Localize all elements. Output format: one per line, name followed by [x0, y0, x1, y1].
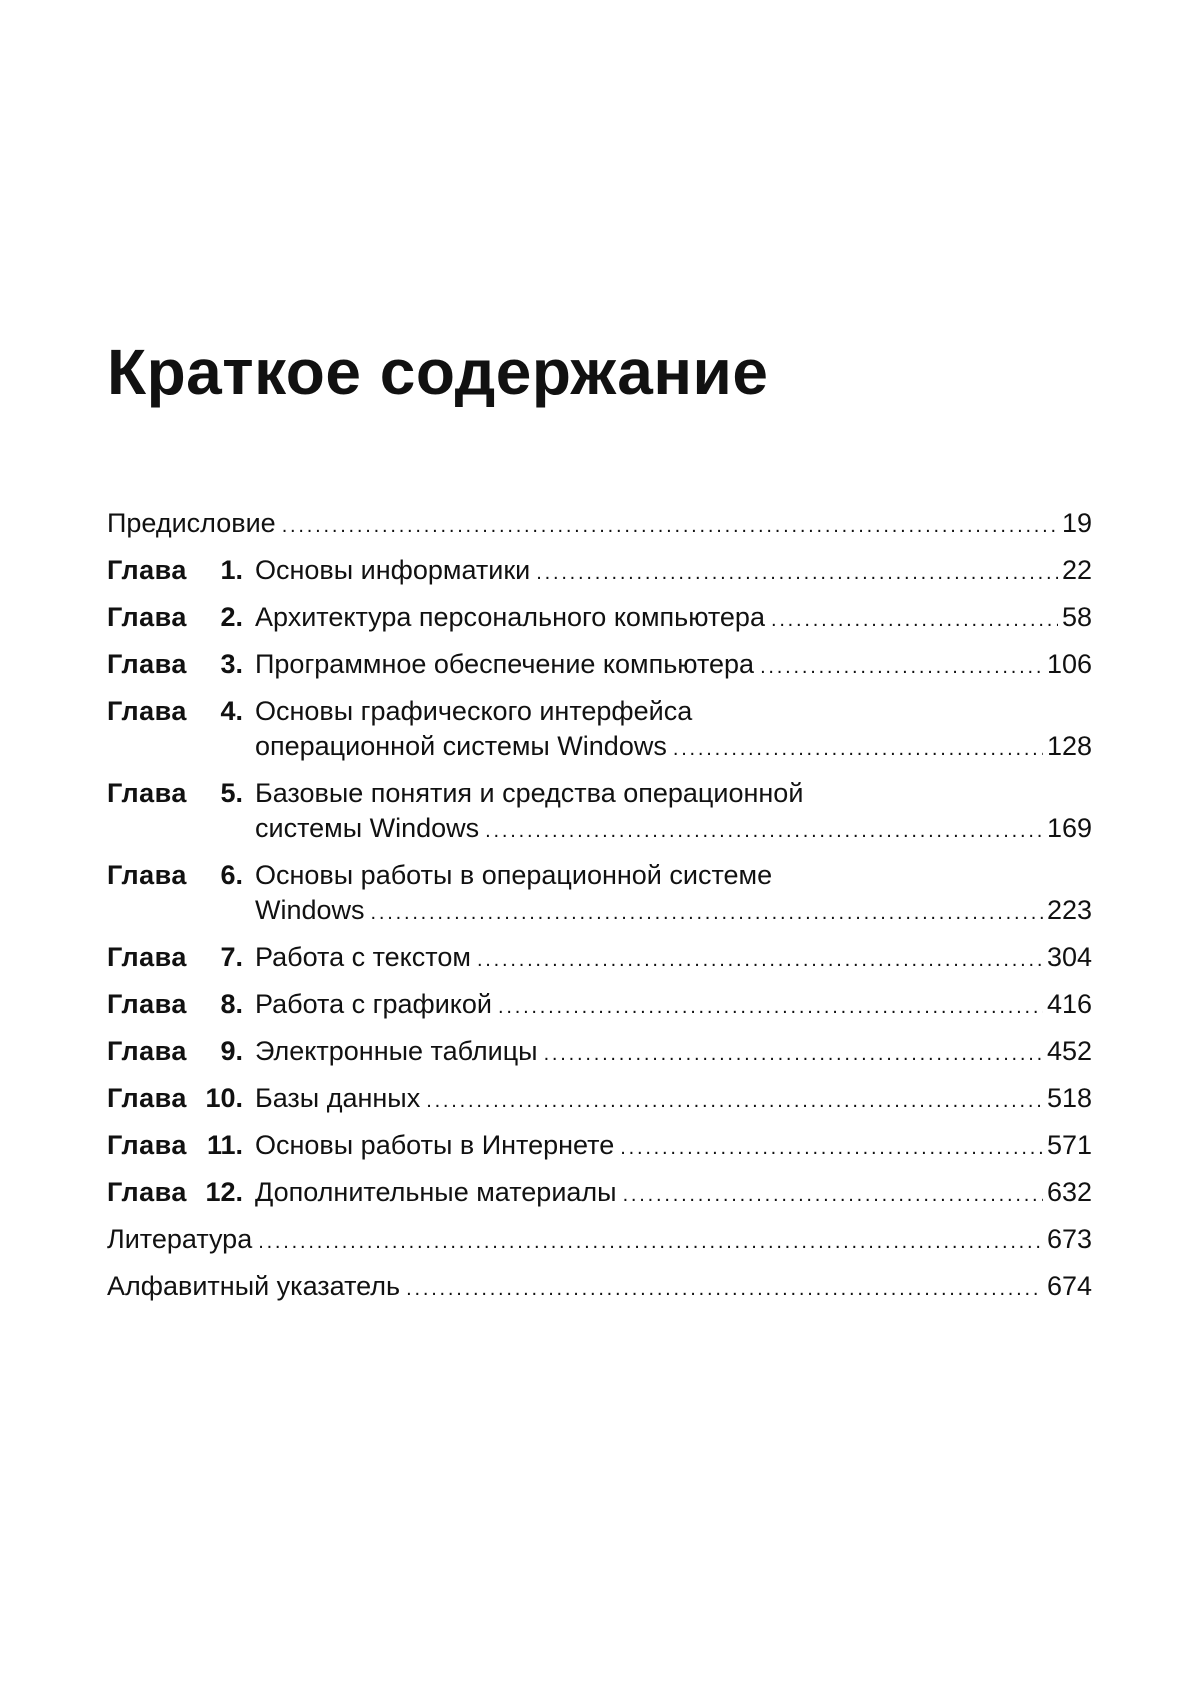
chapter-label	[107, 934, 247, 981]
toc-entry	[107, 1028, 1092, 1075]
entry-title: Предисловие	[107, 508, 276, 538]
dot-leader	[371, 890, 1043, 937]
page-number: 518	[1046, 1083, 1092, 1113]
toc-entry	[107, 1122, 1092, 1169]
entry-body	[255, 1122, 1092, 1172]
page-number: 304	[1046, 942, 1092, 972]
chapter-label	[107, 852, 247, 899]
chapter-word: Глава	[107, 1130, 187, 1160]
page-number: 223	[1046, 895, 1092, 925]
toc-entry	[107, 770, 1092, 852]
chapter-word: Глава	[107, 649, 187, 679]
page-number: 673	[1046, 1224, 1092, 1254]
chapter-number: 5.	[220, 778, 243, 808]
entry-body	[107, 500, 1092, 550]
chapter-label	[107, 1028, 247, 1075]
toc-entry	[107, 641, 1092, 688]
chapter-word: Глава	[107, 989, 187, 1019]
page-number: 58	[1061, 602, 1092, 632]
chapter-number: 3.	[220, 649, 243, 679]
dot-leader	[498, 984, 1043, 1031]
entry-title: Базы данных	[255, 1083, 421, 1113]
entry-body	[255, 770, 1092, 855]
toc-entry	[107, 852, 1092, 934]
entry-title: Алфавитный указатель	[107, 1271, 401, 1301]
entry-body	[255, 934, 1092, 984]
chapter-word: Глава	[107, 942, 187, 972]
entry-body	[255, 981, 1092, 1031]
entry-leader-line	[255, 547, 1092, 597]
dot-leader	[623, 1172, 1043, 1219]
page-number: 106	[1046, 649, 1092, 679]
chapter-number: 12.	[205, 1177, 243, 1207]
entry-title-line: Основы графического интерфейса	[255, 696, 693, 726]
chapter-word: Глава	[107, 602, 187, 632]
chapter-word: Глава	[107, 860, 187, 890]
toc-entry	[107, 1216, 1092, 1263]
toc-entry	[107, 934, 1092, 981]
entry-leader-line	[255, 1028, 1092, 1078]
chapter-number: 6.	[220, 860, 243, 890]
entry-body	[107, 1263, 1092, 1313]
page-number: 128	[1046, 731, 1092, 761]
entry-body	[255, 594, 1092, 644]
entry-title: Работа с текстом	[255, 942, 471, 972]
chapter-number: 7.	[220, 942, 243, 972]
chapter-label	[107, 641, 247, 688]
page-number: 674	[1046, 1271, 1092, 1301]
dot-leader	[620, 1125, 1043, 1172]
entry-title: системы Windows	[255, 813, 480, 843]
toc-entry	[107, 1169, 1092, 1216]
chapter-label	[107, 1169, 247, 1216]
chapter-label	[107, 594, 247, 641]
chapter-number: 9.	[220, 1036, 243, 1066]
entry-title: Основы информатики	[255, 555, 531, 585]
entry-title-line: Основы работы в операционной системе	[255, 860, 773, 890]
entry-body	[255, 688, 1092, 773]
chapter-label	[107, 688, 247, 735]
entry-leader-line	[107, 1216, 1092, 1266]
toc-entry	[107, 981, 1092, 1028]
chapter-label	[107, 1075, 247, 1122]
chapter-number: 8.	[220, 989, 243, 1019]
chapter-word: Глава	[107, 778, 187, 808]
page-number: 452	[1046, 1036, 1092, 1066]
dot-leader	[426, 1078, 1043, 1125]
chapter-number: 4.	[220, 696, 243, 726]
chapter-number: 10.	[205, 1083, 243, 1113]
entry-body	[255, 852, 1092, 937]
entry-leader-line	[255, 594, 1092, 644]
entry-title-line: Базовые понятия и средства операционной	[255, 778, 804, 808]
entry-leader-line	[255, 934, 1092, 984]
chapter-number: 11.	[206, 1130, 243, 1160]
entry-leader-line	[255, 981, 1092, 1031]
entry-leader-line	[255, 1122, 1092, 1172]
dot-leader	[544, 1031, 1043, 1078]
entry-leader-line	[255, 1169, 1092, 1219]
entry-title: Архитектура персонального компьютера	[255, 602, 765, 632]
entry-title: Windows	[255, 895, 365, 925]
page-number: 416	[1046, 989, 1092, 1019]
chapter-label	[107, 770, 247, 817]
chapter-word: Глава	[107, 1177, 187, 1207]
entry-body	[107, 1216, 1092, 1266]
page-number: 22	[1061, 555, 1092, 585]
entry-body	[255, 1169, 1092, 1219]
dot-leader	[485, 808, 1043, 855]
page-number: 571	[1046, 1130, 1092, 1160]
entry-leader-line	[107, 1263, 1092, 1313]
dot-leader	[282, 503, 1058, 550]
dot-leader	[760, 644, 1043, 691]
chapter-label	[107, 547, 247, 594]
entry-title: Основы работы в Интернете	[255, 1130, 615, 1160]
chapter-word: Глава	[107, 1083, 187, 1113]
table-of-contents	[107, 500, 1092, 1310]
entry-body	[255, 1028, 1092, 1078]
page-number: 632	[1046, 1177, 1092, 1207]
entry-leader-line	[255, 805, 1092, 855]
chapter-label	[107, 1122, 247, 1169]
entry-title: Программное обеспечение компьютера	[255, 649, 755, 679]
toc-entry	[107, 547, 1092, 594]
entry-leader-line	[255, 723, 1092, 773]
page-title: Краткое содержание	[107, 336, 769, 408]
page-number: 19	[1061, 508, 1092, 538]
dot-leader	[406, 1266, 1043, 1313]
chapter-label	[107, 981, 247, 1028]
dot-leader	[673, 726, 1043, 773]
dot-leader	[536, 550, 1058, 597]
chapter-word: Глава	[107, 555, 187, 585]
dot-leader	[258, 1219, 1043, 1266]
chapter-word: Глава	[107, 1036, 187, 1066]
dot-leader	[477, 937, 1043, 984]
toc-entry	[107, 1075, 1092, 1122]
toc-entry	[107, 688, 1092, 770]
entry-body	[255, 547, 1092, 597]
entry-title: Работа с графикой	[255, 989, 492, 1019]
entry-title: Электронные таблицы	[255, 1036, 538, 1066]
chapter-word: Глава	[107, 696, 187, 726]
toc-entry	[107, 500, 1092, 547]
chapter-number: 2.	[220, 602, 243, 632]
chapter-number: 1.	[220, 555, 243, 585]
entry-title: Дополнительные материалы	[255, 1177, 617, 1207]
entry-title: операционной системы Windows	[255, 731, 667, 761]
entry-leader-line	[255, 641, 1092, 691]
dot-leader	[771, 597, 1058, 644]
toc-entry	[107, 1263, 1092, 1310]
entry-body	[255, 1075, 1092, 1125]
entry-body	[255, 641, 1092, 691]
page-number: 169	[1046, 813, 1092, 843]
entry-title: Литература	[107, 1224, 253, 1254]
entry-leader-line	[255, 887, 1092, 937]
entry-leader-line	[107, 500, 1092, 550]
entry-leader-line	[255, 1075, 1092, 1125]
toc-entry	[107, 594, 1092, 641]
